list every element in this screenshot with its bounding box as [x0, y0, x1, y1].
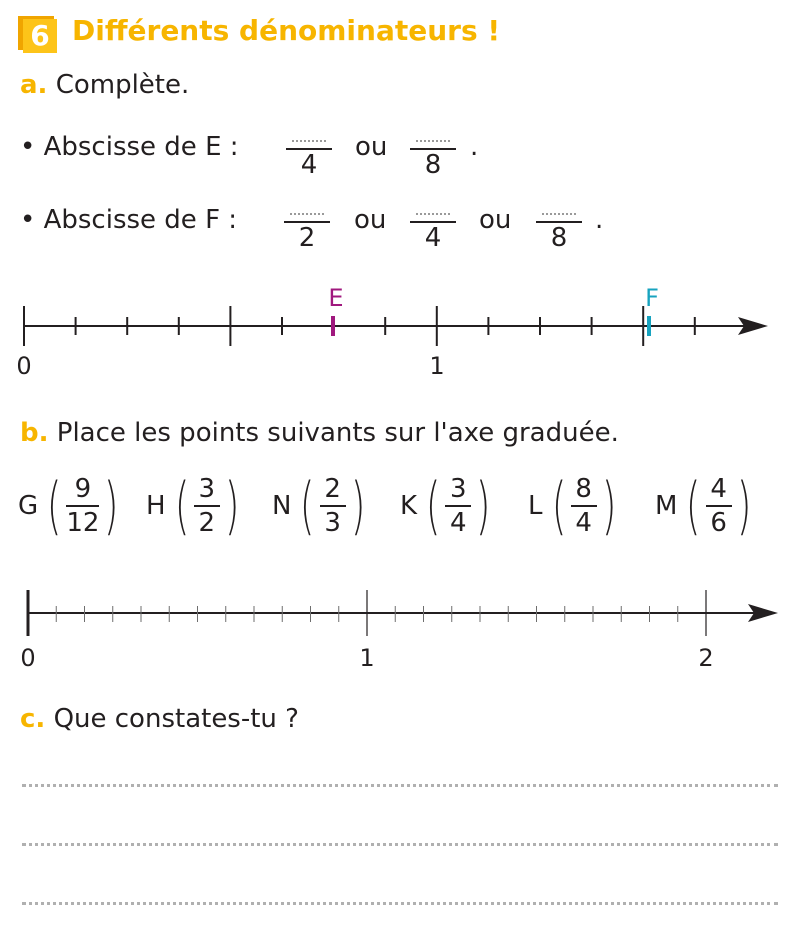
fraction-f-1: [284, 197, 330, 253]
denominator: 8: [424, 150, 442, 180]
fraction-e-2: [410, 124, 456, 180]
answer-line-2[interactable]: [22, 843, 778, 846]
axis-label-one: 1: [359, 644, 375, 672]
exercise-title: Différents dénominateurs !: [72, 14, 501, 47]
part-c-letter: c.: [20, 704, 46, 734]
part-c-heading: [20, 704, 299, 734]
part-a-letter: a.: [20, 70, 48, 100]
denominator: 8: [550, 223, 568, 253]
fraction-f-3: [536, 197, 582, 253]
axis-label-zero: 0: [20, 644, 36, 672]
numerator: 3: [198, 474, 216, 504]
number-line-a: [0, 280, 803, 380]
left-paren: (: [46, 469, 62, 542]
right-paren: ): [601, 469, 617, 542]
or-word: ou: [479, 205, 512, 235]
abscisse-f-label: • Abscisse de F :: [20, 205, 238, 235]
fraction-e-1: [286, 124, 332, 180]
point-name: N: [272, 491, 292, 521]
fraction: [66, 473, 99, 539]
part-b-letter: b.: [20, 418, 49, 448]
point-f-label: F: [645, 284, 659, 312]
answer-line-3[interactable]: [22, 902, 778, 905]
fraction: [194, 473, 220, 539]
point-name: L: [528, 491, 543, 521]
denominator: 2: [198, 508, 216, 538]
fraction: [445, 473, 471, 539]
numerator: 2: [324, 474, 341, 504]
exercise-number-badge: [18, 16, 56, 52]
numerator: 8: [575, 474, 592, 504]
point-e-label: E: [328, 284, 344, 312]
point-name: K: [400, 491, 418, 521]
fraction: [706, 473, 732, 539]
part-b-instruction: Place les points suivants sur l'axe graduée.: [56, 418, 619, 448]
denominator: 12: [66, 508, 100, 538]
point-k: [400, 466, 495, 546]
point-f-mark: [647, 316, 651, 336]
number-line-b[interactable]: [0, 580, 803, 680]
point-l: [528, 466, 621, 546]
fraction: [320, 473, 346, 539]
fraction: [571, 473, 597, 539]
denominator: 2: [298, 223, 316, 253]
left-paren: (: [551, 469, 566, 542]
fraction-f-2: [410, 197, 456, 253]
point-name: M: [655, 491, 678, 521]
point-m: [655, 466, 756, 546]
numerator-blank[interactable]: [542, 197, 576, 215]
left-paren: (: [174, 469, 189, 542]
point-e-mark: [331, 316, 335, 336]
left-paren: (: [425, 469, 441, 542]
denominator: 6: [710, 508, 727, 538]
part-a-instruction: Complète.: [55, 70, 190, 100]
axis-label-zero: 0: [16, 352, 32, 380]
or-word: ou: [355, 132, 388, 162]
left-paren: (: [300, 469, 315, 542]
point-h: [146, 466, 244, 546]
point-n: [272, 466, 370, 546]
right-paren: ): [104, 469, 119, 542]
numerator-blank[interactable]: [290, 197, 324, 215]
right-paren: ): [736, 469, 752, 542]
axis-label-two: 2: [698, 644, 714, 672]
left-paren: (: [686, 469, 701, 542]
answer-line-1[interactable]: [22, 784, 778, 787]
numerator-blank[interactable]: [292, 124, 326, 142]
exercise-number: 6: [23, 19, 57, 53]
denominator: 4: [424, 223, 442, 253]
part-c-instruction: Que constates-tu ?: [53, 704, 299, 734]
point-name: H: [146, 491, 166, 521]
right-paren: ): [350, 469, 366, 542]
part-a-heading: [20, 70, 189, 100]
numerator-blank[interactable]: [416, 197, 450, 215]
numerator: 9: [74, 474, 92, 504]
point-g: [18, 466, 124, 546]
numerator-blank[interactable]: [416, 124, 450, 142]
abscisse-e-label: • Abscisse de E :: [20, 132, 239, 162]
axis-label-one: 1: [429, 352, 445, 380]
period: .: [470, 132, 479, 162]
denominator: 4: [575, 508, 592, 538]
denominator: 4: [449, 508, 467, 538]
right-paren: ): [476, 469, 491, 542]
denominator: 3: [324, 508, 341, 538]
right-paren: ): [224, 469, 240, 542]
point-name: G: [18, 491, 39, 521]
or-word: ou: [354, 205, 387, 235]
part-b-heading: [20, 418, 619, 448]
numerator: 4: [710, 474, 727, 504]
numerator: 3: [449, 474, 467, 504]
period: .: [595, 205, 604, 235]
denominator: 4: [300, 150, 318, 180]
